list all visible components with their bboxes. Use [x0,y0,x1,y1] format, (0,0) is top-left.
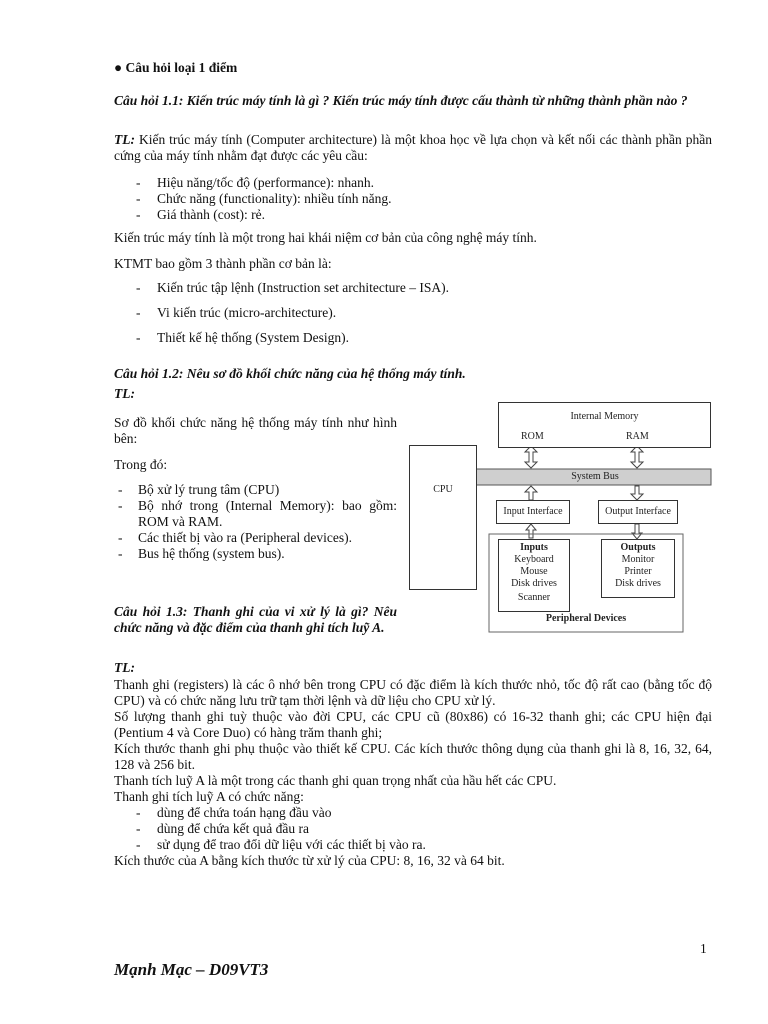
paragraph: Kích thước của A bằng kích thước từ xử lý của CPU: 8, 16, 32 và 64 bit. [114,853,505,868]
requirements-list [114,175,712,223]
paragraph: Thanh tích luỹ A là một trong các thanh ghi quan trọng nhất của hầu hết các CPU. [114,773,557,788]
where-label: Trong đó: [114,457,168,472]
output-bus-arrow [631,486,643,500]
list-item: - sử dụng để trao đổi dữ liệu với các thiết bị vào ra. [114,837,712,853]
section-heading: ● Câu hỏi loại 1 điểm [114,60,238,75]
list-item: Printer [624,566,652,577]
list-item: Monitor [621,554,655,565]
cpu-label: CPU [433,484,453,495]
input-interface-box: Input Interface [496,500,570,524]
list-item: - Các thiết bị vào ra (Peripheral devices). [114,530,397,546]
list-item: - Thiết kế hệ thống (System Design). [114,330,712,346]
list-item: - Bộ nhớ trong (Internal Memory): bao gồm: ROM và RAM. [114,498,397,530]
diagram-intro: Sơ đồ khối chức năng hệ thống máy tính như hình bên: [114,415,397,446]
list-item: Keyboard [514,554,554,565]
paragraph: Thanh ghi (registers) là các ô nhớ bên trong CPU có đặc điểm là kích thước nhỏ, tốc độ rất cao (bằng tốc độ CPU) và có chức năng lưu trữ tạm thời lệnh và dữ liệu cho CPU xử lý. [114,677,712,708]
answer-1-1 [114,132,712,164]
answer-label: TL: [114,132,135,147]
outputs-interface-arrow [632,524,642,539]
accumulator-functions [114,805,712,853]
list-item: - dùng để chứa toán hạng đầu vào [114,805,712,821]
question-1-2: Câu hỏi 1.2: Nêu sơ đồ khối chức năng của hệ thống máy tính. [114,366,466,381]
ram-label: RAM [626,431,649,442]
list-item: - Vi kiến trúc (micro-architecture). [114,305,712,321]
inputs-box [498,539,570,612]
architecture-note: Kiến trúc máy tính là một trong hai khái niệm cơ bản của công nghệ máy tính. [114,230,537,245]
list-item: Disk drives [511,578,557,589]
answer-label: TL: [114,660,135,675]
output-interface-box: Output Interface [598,500,678,524]
answer-label: TL: [114,386,135,401]
ram-bus-arrow [631,446,643,468]
answer-1-3 [114,677,712,869]
cpu-box [409,445,477,590]
paragraph: Thanh ghi tích luỹ A có chức năng: [114,789,304,804]
list-item: - Hiệu năng/tốc độ (performance): nhanh. [114,175,712,191]
question-1-3: Câu hỏi 1.3: Thanh ghi của vi xử lý là gì? Nêu chức năng và đặc điểm của thanh ghi tích luỹ A. [114,604,397,635]
list-item: - Bus hệ thống (system bus). [114,546,397,562]
outputs-box [601,539,675,598]
list-item: - Bộ xử lý trung tâm (CPU) [114,482,397,498]
components-intro: KTMT bao gồm 3 thành phần cơ bản là: [114,256,332,271]
paragraph: Số lượng thanh ghi tuỳ thuộc vào đời CPU, các CPU cũ (80x86) có 16-32 thanh ghi; các CPU hiện đại (Pentium 4 và Core Duo) có hàng trăm thanh ghi; [114,709,712,740]
inputs-title: Inputs [520,542,548,553]
rom-bus-arrow [525,446,537,468]
paragraph: Kích thước thanh ghi phụ thuộc vào thiết kế CPU. Các kích thước thông dụng của thanh ghi là 8, 16, 32, 64, 128 và 256 bit. [114,741,712,772]
list-item: Disk drives [615,578,661,589]
peripheral-devices-label: Peripheral Devices [545,613,627,624]
system-bus-label: System Bus [571,471,619,482]
list-item: - Kiến trúc tập lệnh (Instruction set architecture – ISA). [114,280,712,296]
list-item: Mouse [520,566,548,577]
input-bus-arrow [525,486,537,500]
page-number: 1 [700,941,707,956]
list-item: - Chức năng (functionality): nhiều tính năng. [114,191,712,207]
question-1-1: Câu hỏi 1.1: Kiến trúc máy tính là gì ? Kiến trúc máy tính được cấu thành từ những thành phần nào ? [114,93,688,108]
list-item: - dùng để chứa kết quả đầu ra [114,821,712,837]
footer-author: Mạnh Mạc – D09VT3 [114,960,269,979]
inputs-interface-arrow [526,524,536,538]
rom-label: ROM [521,431,544,442]
list-item: - Giá thành (cost): rẻ. [114,207,712,223]
components-list [114,280,712,346]
answer-text: Kiến trúc máy tính (Computer architecture) là một khoa học về lựa chọn và kết nối các thành phần phần cứng của máy tính nhằm đạt được các yêu cầu: [114,132,712,163]
outputs-title: Outputs [620,542,656,553]
components-explained [114,482,397,562]
block-diagram [405,400,715,635]
internal-memory-label: Internal Memory [570,411,639,422]
list-item: Scanner [517,592,551,603]
